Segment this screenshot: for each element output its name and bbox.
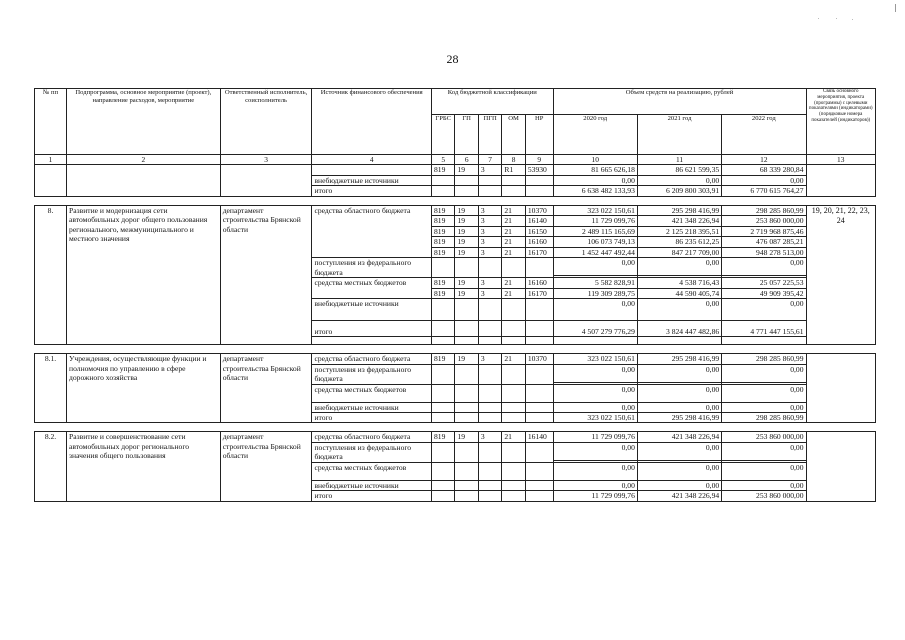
header-link: Связь основного мероприятия, проекта (программы) с целевыми показателями (индикаторами) (порядковые номера показателей (индикаторов)) bbox=[806, 89, 876, 155]
cell-2022: 0,00 bbox=[722, 364, 806, 382]
cell-2020: 323 022 150,61 bbox=[553, 354, 637, 364]
cell-2020: 0,00 bbox=[553, 462, 637, 480]
cell-2020: 0,00 bbox=[553, 299, 637, 321]
executor-name: департамент строительства Брянской области bbox=[220, 354, 312, 423]
cell-2020: 0,00 bbox=[553, 175, 637, 185]
spacer-row bbox=[35, 345, 876, 354]
header-executor: Ответственный исполнитель, соисполнитель bbox=[220, 89, 312, 155]
cell-grbs: 819 bbox=[431, 288, 454, 298]
cell-2022: 0,00 bbox=[722, 299, 806, 321]
scan-speck bbox=[852, 19, 853, 20]
measure-name: Учреждения, осуществляющие функции и полномочия по управлению в сфере дорожного хозяйства bbox=[67, 354, 221, 423]
cell-pgp: 3 bbox=[478, 354, 501, 364]
cell-2022: 948 278 513,00 bbox=[722, 247, 806, 257]
header-volumes: Объем средств на реализацию, рублей bbox=[553, 89, 806, 115]
cell-grbs: 819 bbox=[431, 237, 454, 247]
cell-gp: 19 bbox=[455, 165, 478, 175]
cell-2022: 2 719 968 875,46 bbox=[722, 226, 806, 236]
cell-gp: 19 bbox=[455, 288, 478, 298]
table-row bbox=[35, 165, 876, 175]
cell-source: поступления из федерального бюджета bbox=[312, 364, 432, 384]
cell-2020: 11 729 099,76 bbox=[553, 216, 637, 226]
col-number: 6 bbox=[455, 155, 478, 165]
cell-2022: 25 057 225,53 bbox=[722, 278, 806, 288]
cell-2022: 6 770 615 764,27 bbox=[722, 186, 806, 196]
cell-np: 16150 bbox=[525, 226, 553, 236]
cell-om: 21 bbox=[502, 237, 525, 247]
col-number: 11 bbox=[637, 155, 721, 165]
scan-speck bbox=[836, 18, 837, 19]
cell-2021: 421 348 226,94 bbox=[637, 216, 721, 226]
empty-cell bbox=[806, 165, 876, 196]
cell-2022: 0,00 bbox=[722, 258, 806, 276]
cell-2021: 2 125 218 395,51 bbox=[637, 226, 721, 236]
cell-2022: 49 909 395,42 bbox=[722, 288, 806, 298]
cell-2021: 847 217 709,00 bbox=[637, 247, 721, 257]
cell-2021: 0,00 bbox=[637, 384, 721, 402]
cell-2022: 298 285 860,99 bbox=[722, 413, 806, 423]
measure-name: Развитие и совершенствование сети автомобильных дорог регионального значения общего пользования bbox=[67, 432, 221, 501]
table-row bbox=[35, 205, 876, 215]
cell-pgp: 3 bbox=[478, 432, 501, 442]
col-number: 3 bbox=[220, 155, 312, 165]
col-number: 2 bbox=[67, 155, 221, 165]
cell-2020: 6 638 482 133,93 bbox=[553, 186, 637, 196]
cell-2022: 0,00 bbox=[722, 384, 806, 402]
cell-2022: 476 087 285,21 bbox=[722, 237, 806, 247]
cell-2020: 2 489 115 165,69 bbox=[553, 226, 637, 236]
cell-2021: 3 824 447 482,86 bbox=[637, 321, 721, 337]
cell-2021: 421 348 226,94 bbox=[637, 491, 721, 501]
cell-source: внебюджетные источники bbox=[312, 480, 432, 490]
cell-om: 21 bbox=[502, 216, 525, 226]
cell-np: 16160 bbox=[525, 237, 553, 247]
empty-cell bbox=[312, 165, 432, 175]
budget-table-sheet bbox=[34, 88, 876, 502]
cell-source: внебюджетные источники bbox=[312, 175, 432, 185]
cell-2021: 44 590 405,74 bbox=[637, 288, 721, 298]
cell-2020: 4 507 279 776,29 bbox=[553, 321, 637, 337]
cell-2022: 0,00 bbox=[722, 442, 806, 460]
cell-np: 16140 bbox=[525, 216, 553, 226]
cell-pgp: 3 bbox=[478, 237, 501, 247]
col-number: 5 bbox=[431, 155, 454, 165]
cell-source: итого bbox=[312, 413, 432, 423]
executor-name: департамент строительства Брянской области bbox=[220, 432, 312, 501]
column-number-row bbox=[35, 155, 876, 165]
cell-om: 21 bbox=[502, 354, 525, 364]
cell-pgp: 3 bbox=[478, 288, 501, 298]
cell-grbs: 819 bbox=[431, 278, 454, 288]
scan-speck bbox=[818, 18, 819, 19]
cell-om: 21 bbox=[502, 247, 525, 257]
cell-2020: 81 665 626,18 bbox=[553, 165, 637, 175]
cell-source: поступления из федерального бюджета bbox=[312, 442, 432, 462]
row-number: 8.1. bbox=[35, 354, 67, 423]
cell-2022: 253 860 000,00 bbox=[722, 216, 806, 226]
cell-pgp: 3 bbox=[478, 216, 501, 226]
cell-grbs: 819 bbox=[431, 216, 454, 226]
cell-2021: 4 538 716,43 bbox=[637, 278, 721, 288]
cell-gp: 19 bbox=[455, 278, 478, 288]
cell-2020: 0,00 bbox=[553, 442, 637, 460]
col-number: 10 bbox=[553, 155, 637, 165]
cell-source: средства местных бюджетов bbox=[312, 462, 432, 480]
cell-2020: 0,00 bbox=[553, 480, 637, 490]
header-subprogram: Подпрограмма, основное мероприятие (проект), направление расходов, мероприятие bbox=[67, 89, 221, 155]
cell-2020: 5 582 828,91 bbox=[553, 278, 637, 288]
cell-om: 21 bbox=[502, 205, 525, 215]
cell-source: средства областного бюджета bbox=[312, 205, 432, 257]
cell-om: 21 bbox=[502, 278, 525, 288]
header-2020: 2020 год bbox=[553, 115, 637, 155]
header-pgp: ПГП bbox=[478, 115, 501, 155]
table-row bbox=[35, 432, 876, 442]
measure-name: Развитие и модернизация сети автомобильных дорог общего пользования регионального, межмуниципального и местного значения bbox=[67, 205, 221, 344]
cell-grbs: 819 bbox=[431, 205, 454, 215]
col-number: 7 bbox=[478, 155, 501, 165]
cell-np: 53930 bbox=[525, 165, 553, 175]
cell-2021: 6 209 800 303,91 bbox=[637, 186, 721, 196]
col-number: 8 bbox=[502, 155, 525, 165]
cell-2020: 323 022 150,61 bbox=[553, 413, 637, 423]
cell-2020: 1 452 447 492,44 bbox=[553, 247, 637, 257]
empty-cell bbox=[35, 165, 67, 196]
cell-grbs: 819 bbox=[431, 226, 454, 236]
page-number: 28 bbox=[446, 52, 459, 66]
cell-2021: 0,00 bbox=[637, 442, 721, 460]
cell-2021: 0,00 bbox=[637, 462, 721, 480]
table-row bbox=[35, 354, 876, 364]
cell-source: внебюджетные источники bbox=[312, 402, 432, 412]
cell-gp: 19 bbox=[455, 247, 478, 257]
cell-2020: 106 073 749,13 bbox=[553, 237, 637, 247]
row-number: 8.2. bbox=[35, 432, 67, 501]
cell-2022: 0,00 bbox=[722, 175, 806, 185]
cell-om: R1 bbox=[502, 165, 525, 175]
cell-pgp: 3 bbox=[478, 226, 501, 236]
cell-gp: 19 bbox=[455, 226, 478, 236]
header-grbs: ГРБС bbox=[431, 115, 454, 155]
empty-cell bbox=[806, 432, 876, 501]
header-source: Источник финансового обеспечения bbox=[312, 89, 432, 155]
cell-gp: 19 bbox=[455, 216, 478, 226]
cell-2020: 0,00 bbox=[553, 364, 637, 382]
cell-2021: 0,00 bbox=[637, 299, 721, 321]
cell-2021: 295 298 416,99 bbox=[637, 354, 721, 364]
cell-np: 10370 bbox=[525, 205, 553, 215]
header-2021: 2021 год bbox=[637, 115, 721, 155]
col-number: 13 bbox=[806, 155, 876, 165]
header-2022: 2022 год bbox=[722, 115, 806, 155]
cell-gp: 19 bbox=[455, 237, 478, 247]
cell-np: 16160 bbox=[525, 278, 553, 288]
cell-source: средства областного бюджета bbox=[312, 354, 432, 364]
cell-2021: 295 298 416,99 bbox=[637, 413, 721, 423]
cell-gp: 19 bbox=[455, 432, 478, 442]
cell-source: средства местных бюджетов bbox=[312, 278, 432, 299]
header-gp: ГП bbox=[455, 115, 478, 155]
cell-2022: 253 860 000,00 bbox=[722, 491, 806, 501]
row-number: 8. bbox=[35, 205, 67, 344]
cell-2021: 0,00 bbox=[637, 402, 721, 412]
cell-np: 16170 bbox=[525, 288, 553, 298]
cell-2021: 86 621 599,35 bbox=[637, 165, 721, 175]
header-budget-code: Код бюджетной классификации bbox=[431, 89, 553, 115]
scan-edge-mark bbox=[895, 4, 896, 12]
cell-2021: 0,00 bbox=[637, 175, 721, 185]
cell-2020: 11 729 099,76 bbox=[553, 432, 637, 442]
col-number: 9 bbox=[525, 155, 553, 165]
cell-2021: 0,00 bbox=[637, 364, 721, 382]
spacer-row bbox=[35, 423, 876, 432]
col-number: 12 bbox=[722, 155, 806, 165]
cell-2020: 11 729 099,76 bbox=[553, 491, 637, 501]
cell-om: 21 bbox=[502, 432, 525, 442]
cell-2020: 0,00 bbox=[553, 258, 637, 276]
cell-2022: 68 339 280,84 bbox=[722, 165, 806, 175]
header-np: НР bbox=[525, 115, 553, 155]
col-number: 4 bbox=[312, 155, 432, 165]
budget-table bbox=[34, 88, 876, 502]
cell-pgp: 3 bbox=[478, 278, 501, 288]
cell-source: внебюджетные источники bbox=[312, 299, 432, 321]
cell-2020: 119 309 289,75 bbox=[553, 288, 637, 298]
cell-2022: 0,00 bbox=[722, 462, 806, 480]
header-no: № пп bbox=[35, 89, 67, 155]
cell-pgp: 3 bbox=[478, 205, 501, 215]
cell-2021: 421 348 226,94 bbox=[637, 432, 721, 442]
cell-source: итого bbox=[312, 491, 432, 501]
indicator-link: 19, 20, 21, 22, 23, 24 bbox=[806, 205, 876, 344]
executor-name: департамент строительства Брянской области bbox=[220, 205, 312, 344]
cell-gp: 19 bbox=[455, 205, 478, 215]
cell-source: итого bbox=[312, 186, 432, 196]
cell-2022: 0,00 bbox=[722, 480, 806, 490]
cell-grbs: 819 bbox=[431, 354, 454, 364]
spacer-row bbox=[35, 196, 876, 205]
cell-2020: 0,00 bbox=[553, 402, 637, 412]
cell-2022: 298 285 860,99 bbox=[722, 354, 806, 364]
cell-grbs: 819 bbox=[431, 432, 454, 442]
cell-source: итого bbox=[312, 321, 432, 337]
empty-cell bbox=[67, 165, 221, 196]
cell-gp: 19 bbox=[455, 354, 478, 364]
cell-pgp: 3 bbox=[478, 165, 501, 175]
cell-grbs: 819 bbox=[431, 165, 454, 175]
cell-2021: 295 298 416,99 bbox=[637, 205, 721, 215]
cell-om: 21 bbox=[502, 226, 525, 236]
cell-2022: 253 860 000,00 bbox=[722, 432, 806, 442]
cell-np: 16140 bbox=[525, 432, 553, 442]
cell-source: средства местных бюджетов bbox=[312, 384, 432, 402]
empty-cell bbox=[220, 165, 312, 196]
cell-2021: 0,00 bbox=[637, 480, 721, 490]
header-om: ОМ bbox=[502, 115, 525, 155]
cell-np: 16170 bbox=[525, 247, 553, 257]
cell-2020: 323 022 150,61 bbox=[553, 205, 637, 215]
cell-source: поступления из федерального бюджета bbox=[312, 258, 432, 278]
cell-source: средства областного бюджета bbox=[312, 432, 432, 442]
cell-2022: 4 771 447 155,61 bbox=[722, 321, 806, 337]
cell-grbs: 819 bbox=[431, 247, 454, 257]
col-number: 1 bbox=[35, 155, 67, 165]
cell-2021: 86 235 612,25 bbox=[637, 237, 721, 247]
cell-2020: 0,00 bbox=[553, 384, 637, 402]
cell-2022: 0,00 bbox=[722, 402, 806, 412]
cell-2022: 298 285 860,99 bbox=[722, 205, 806, 215]
cell-pgp: 3 bbox=[478, 247, 501, 257]
cell-2021: 0,00 bbox=[637, 258, 721, 276]
empty-cell bbox=[806, 354, 876, 423]
cell-om: 21 bbox=[502, 288, 525, 298]
cell-np: 10370 bbox=[525, 354, 553, 364]
